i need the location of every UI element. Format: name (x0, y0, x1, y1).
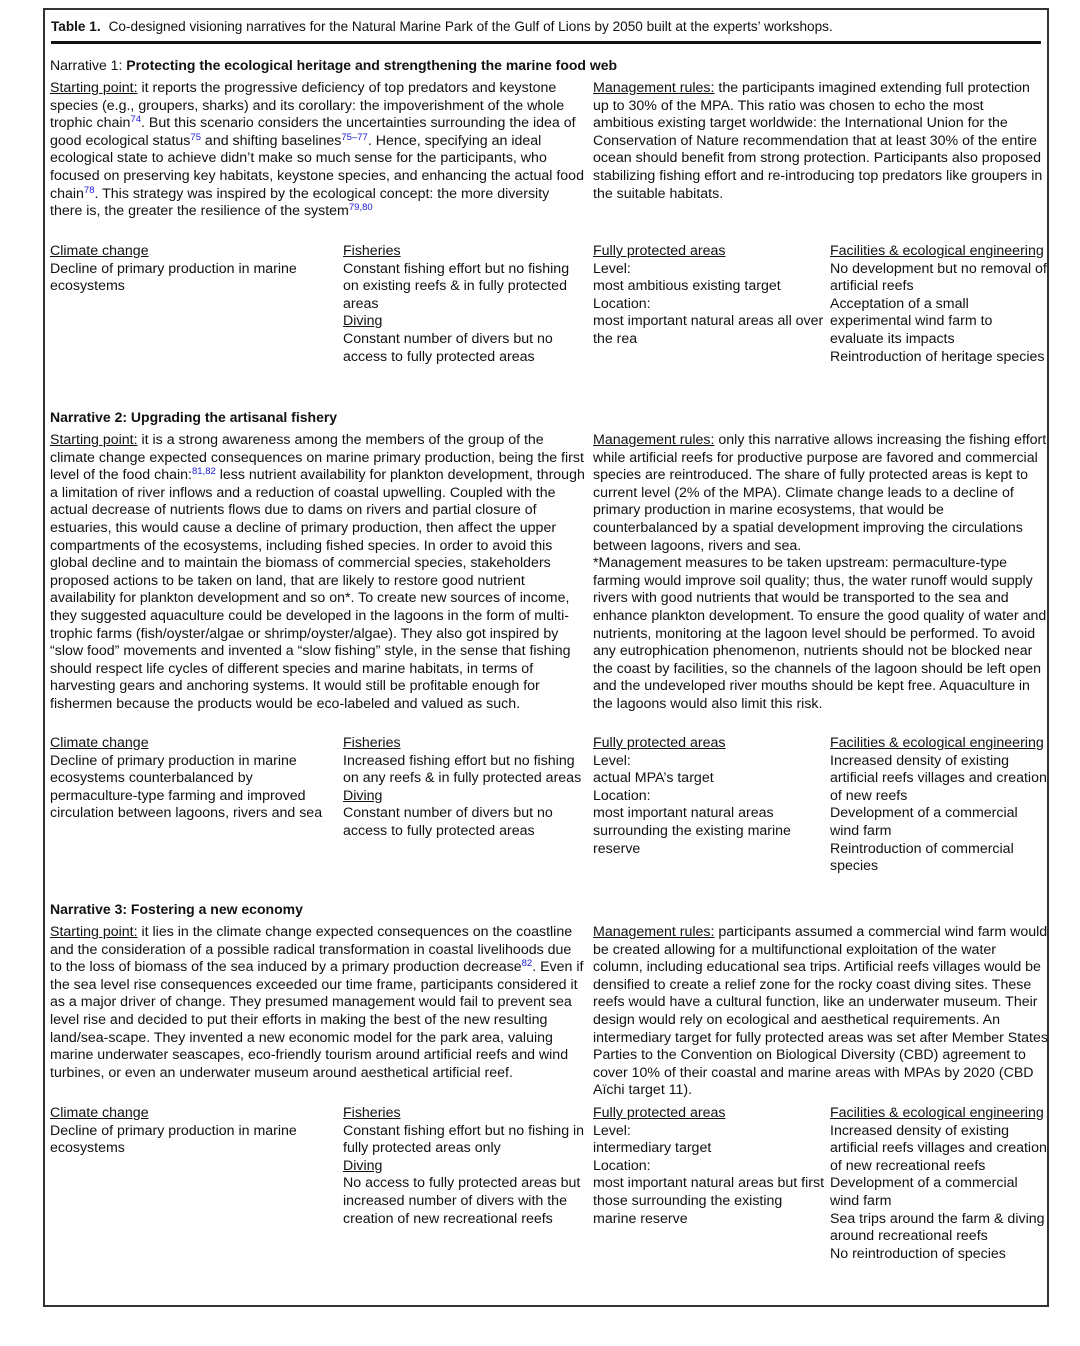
caption-label: Table 1. (51, 19, 101, 34)
text: the participants imagined extending full protection up to 30% of the MPA. This ratio was chosen to echo the most ambitious existing target worldwide: the International Union for the Conservation of Nature recommendation that at least 30% of the entire ocean should benefit from strong protection. Participants also proposed stabilizing fishing effort and re-introducing top predators like groupers in the suitable habitats. (593, 80, 1043, 202)
diving-value: No access to fully protected areas but increased number of divers with the creation of new recreational reefs (343, 1175, 581, 1227)
climate-change-value: Decline of primary production in marine ecosystems counterbalanced by permaculture-type farming and improved circulation between lagoons, rivers and sea (50, 752, 323, 822)
narrative-1-management-rules (593, 80, 1048, 203)
facilities-item: Development of a commercial wind farm (830, 1175, 1018, 1209)
fisheries-header: Fisheries (343, 735, 401, 751)
location-label: Location: (593, 295, 651, 312)
level-label: Level: (593, 1122, 631, 1139)
diving-header: Diving (343, 313, 383, 330)
narrative-3-fisheries-cell (343, 1105, 588, 1228)
narrative-3-heading: Narrative 3: Fostering a new economy (50, 901, 303, 917)
text: . This strategy was inspired by the ecological concept: the more diversity there is, the greater the resilience of the system (50, 185, 550, 220)
narrative-2-fpa-cell (593, 735, 825, 858)
narrative-3-management-rules (593, 924, 1048, 1100)
text: . Hence, specifying an ideal ecological state to achieve didn’t make so much sense for the participants, who focused on preserving key habitats, keystone species, and enhancing the actual food chain (50, 132, 584, 202)
narrative-2-management-rules (593, 432, 1048, 714)
diving-value: Constant number of divers but no access to fully protected areas (343, 330, 553, 365)
text: participants assumed a commercial wind farm would be created allowing for a multifunctional exploitation of the water column, including educational sea trips. Artificial reefs villages would be densified to create a relief zone for the rocky coast diving sites. These reefs would have a cultural function, like an underwater museum. Their design would rely on ecological and aesthetical requirements. An intermediary target for fully protected areas was set after Member States Parties to the Convention on Biological Diversity (CBD) agreement to cover 10% of their coastal and marine areas with MPAs by 2020 (CBD Aïchi target 11). (593, 924, 1048, 1099)
level-label: Level: (593, 752, 631, 769)
citation-link[interactable]: 78 (83, 184, 95, 196)
fpa-location-value: most important natural areas all over the rea (593, 313, 824, 347)
narrative-1-starting-point (50, 80, 585, 221)
facilities-item: Increased density of existing artificial reefs villages and creation of new recreational reefs (830, 1122, 1047, 1174)
narrative-1-prefix: Narrative 1: (50, 57, 127, 73)
text: less nutrient availability for plankton development, through a limitation of river inflows and a reduction of coastal upwelling. Coupled with the actual decrease of nutrients flows due to dams on rivers and partial closure of estuaries, this would cause a decline of primary production, then affect the upper compartments of the ecosystems, including fished species. In order to avoid this global decline and to maintain the biomass of commercial species, stakeholders proposed actions to be taken on land, that are likely to restore good nutrient availability for plankton development and so on*. To create new sources of income, they suggested aquaculture could be developed in the lagoons in the form of multi-trophic farms (fish/oyster/algae or shrimp/oyster/algae). They also got inspired by “slow food” movements and invented a “slow fishing” style, in the sense that fishing should respect life cycles of different species and marine habitats, in terms of harvesting gears and anchoring systems. It would still be profitable enough for fishermen because the products would be eco-labeled and valued as such. (50, 467, 585, 712)
narrative-1-fisheries-cell (343, 243, 588, 366)
citation-link[interactable]: 81,82 (191, 466, 216, 478)
narrative-2-starting-point (50, 432, 585, 714)
diving-header: Diving (343, 1157, 383, 1174)
citation-link[interactable]: 75–77 (341, 131, 368, 143)
fpa-location-value: most important natural areas but first those surrounding the existing marine reserve (593, 1175, 825, 1227)
facilities-item: Reintroduction of heritage species (830, 348, 1045, 365)
narrative-1-fpa-cell (593, 243, 825, 349)
citation-link[interactable]: 79,80 (348, 202, 373, 214)
citation-link[interactable]: 75 (190, 131, 201, 143)
management-rules-label: Management rules: (593, 432, 715, 448)
starting-point-label: Starting point: (50, 924, 138, 940)
narrative-2-heading: Narrative 2: Upgrading the artisanal fishery (50, 409, 338, 425)
narrative-1-title (50, 56, 617, 74)
fpa-location-value: most important natural areas surrounding the existing marine reserve (593, 805, 791, 857)
text: it lies in the climate change expected consequences on the coastline and the consideration of a possible radical transformation in coastal livelihoods due to the loss of biomass of the sea induced by a primary production decrease (50, 924, 573, 976)
facilities-header: Facilities & ecological engineering (830, 1105, 1044, 1121)
narrative-1-facilities-cell (830, 243, 1050, 366)
text: only this narrative allows increasing the fishing effort while artificial reefs for productive purpose are favored and commercial species are reintroduced. The share of fully protected areas is kept to current level (2% of the MPA). Climate change leads to a decline of primary production in marine ecosystems, that would be counterbalanced by a spatial development improving the circulations between lagoons, rivers and sea. (593, 432, 1047, 554)
narrative-2-fisheries-cell (343, 735, 588, 841)
fisheries-header: Fisheries (343, 1105, 401, 1121)
caption-divider (51, 41, 1041, 44)
climate-change-header: Climate change (50, 735, 149, 751)
narrative-3-starting-point (50, 924, 585, 1082)
narrative-3-facilities-cell (830, 1105, 1050, 1263)
narrative-1-climate-cell (50, 243, 338, 296)
narrative-2-title (50, 408, 337, 426)
facilities-item: Sea trips around the farm & diving around recreational reefs (830, 1210, 1045, 1245)
table-caption (51, 18, 1041, 36)
text: . Even if the sea level rise consequences exceeded our time frame, participants considered it as a major driver of change. They presumed management would fail to prevent sea level rise and decided to put their efforts in making the best of the new resulting land/sea-scape. They invented a new economic model for the park area, valuing marine underwater seascapes, eco-friendly tourism around artificial reefs and wind turbines, or even an underwater museum around aesthetical artificial reef. (50, 959, 584, 1081)
citation-link[interactable]: 82 (521, 958, 533, 970)
fpa-header: Fully protected areas (593, 1105, 726, 1121)
climate-change-value: Decline of primary production in marine ecosystems (50, 1122, 297, 1157)
narrative-2-facilities-cell (830, 735, 1050, 876)
facilities-item: No development but no removal of artificial reefs (830, 260, 1047, 295)
fisheries-value: Constant fishing effort but no fishing in fully protected areas only (343, 1122, 585, 1157)
diving-value: Constant number of divers but no access to fully protected areas (343, 805, 553, 839)
facilities-item: Acceptation of a small experimental wind farm to evaluate its impacts (830, 295, 993, 347)
climate-change-value: Decline of primary production in marine ecosystems (50, 260, 297, 295)
fpa-level-value: intermediary target (593, 1140, 712, 1157)
citation-link[interactable]: 74 (130, 114, 142, 126)
fisheries-value: Increased fishing effort but no fishing on any reefs & in fully protected areas (343, 752, 582, 787)
narrative-2-climate-cell (50, 735, 338, 823)
facilities-item: Development of a commercial wind farm (830, 805, 1018, 839)
management-rules-label: Management rules: (593, 80, 715, 96)
fisheries-header: Fisheries (343, 243, 401, 259)
facilities-item: No reintroduction of species (830, 1245, 1006, 1262)
location-label: Location: (593, 787, 651, 804)
facilities-item: Reintroduction of commercial species (830, 840, 1014, 875)
fpa-level-value: actual MPA’s target (593, 770, 714, 787)
diving-header: Diving (343, 787, 383, 804)
starting-point-label: Starting point: (50, 432, 138, 448)
facilities-item: Increased density of existing artificial reefs villages and creation of new reefs (830, 752, 1047, 804)
text: . But this scenario considers the uncertainties surrounding the idea of good ecological status (50, 115, 576, 149)
narrative-1-heading: Protecting the ecological heritage and strengthening the marine food web (126, 57, 618, 73)
climate-change-header: Climate change (50, 1105, 149, 1121)
fpa-header: Fully protected areas (593, 243, 726, 259)
climate-change-header: Climate change (50, 243, 149, 259)
fpa-level-value: most ambitious existing target (593, 278, 781, 295)
narrative-3-climate-cell (50, 1105, 338, 1158)
table-1 (43, 8, 1049, 1307)
location-label: Location: (593, 1157, 651, 1174)
fpa-header: Fully protected areas (593, 735, 726, 751)
text: it is a strong awareness among the members of the group of the climate change expected consequences on marine primary production, being the first level of the food chain: (50, 432, 584, 484)
facilities-header: Facilities & ecological engineering (830, 735, 1044, 751)
starting-point-label: Starting point: (50, 80, 138, 96)
caption-text: Co-designed visioning narratives for the Natural Marine Park of the Gulf of Lions by 2050 built at the experts’ workshops. (108, 19, 833, 34)
text: and shifting baselines (200, 132, 342, 149)
management-rules-label: Management rules: (593, 924, 715, 940)
narrative-3-fpa-cell (593, 1105, 825, 1228)
management-note: *Management measures to be taken upstream: permaculture-type farming would improve soil quality; thus, the water runoff would supply rivers with good nutrients that would be transported to the sea and enhance plankton development. To ensure the good quality of water and nutrients, monitoring at the lagoon level should be performed. To avoid any eutrophication phenomenon, nutrients should not be blocked near the coast by facilities, so the channels of the lagoon should be left open and the undeveloped river mouths should be kept free. Aquaculture in the lagoons would also limit this risk. (593, 555, 1047, 712)
level-label: Level: (593, 260, 631, 277)
facilities-header: Facilities & ecological engineering (830, 243, 1044, 259)
narrative-3-title (50, 900, 303, 918)
text: it reports the progressive deficiency of top predators and keystone species (e.g., groupers, sharks) and its corollary: the impoverishment of the whole trophic chain (50, 80, 565, 132)
fisheries-value: Constant fishing effort but no fishing on existing reefs & in fully protected areas (343, 260, 570, 312)
